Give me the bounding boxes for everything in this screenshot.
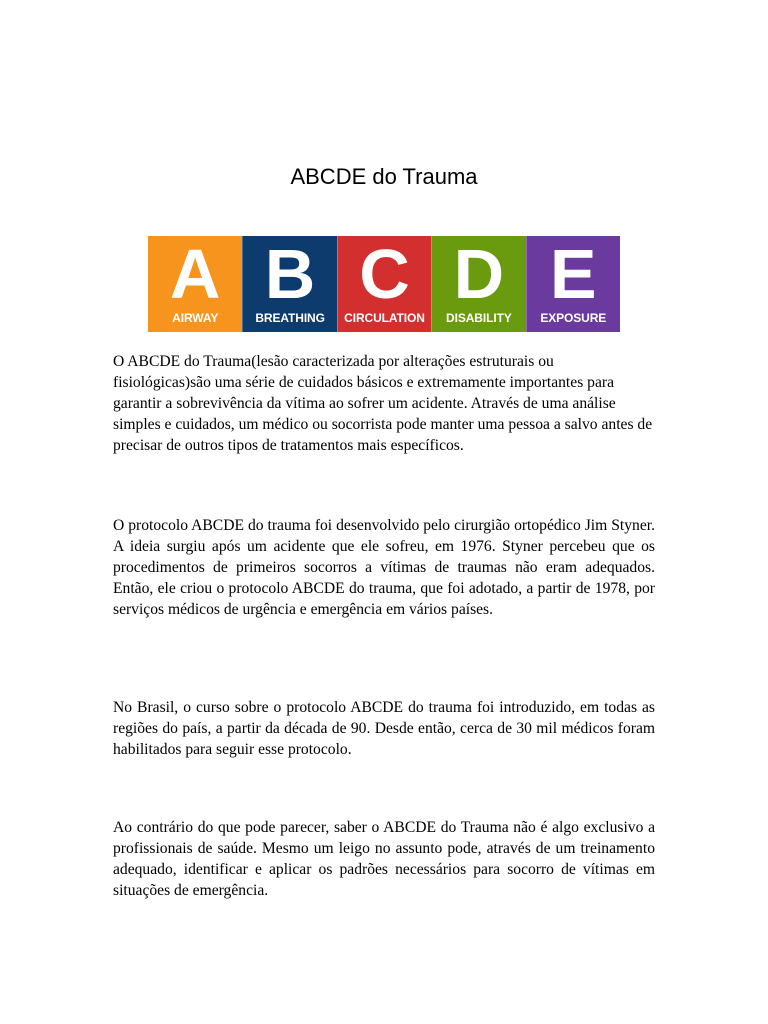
- tile-breathing: [242, 236, 336, 332]
- tile-circulation: [337, 236, 431, 332]
- tile-letter: E: [549, 235, 597, 313]
- paragraph-intro: O ABCDE do Trauma(lesão caracterizada por alterações estruturais ou fisiológicas)são uma série de cuidados básicos e extremamente importantes para garantir a sobrevivência da vítima ao sofrer um acidente. Através de uma análise simples e cuidados, um médico ou socorrista pode manter uma pessoa a salvo antes de precisar de outros tipos de tratamentos mais específicos.: [113, 353, 653, 454]
- paragraph-laypeople: Ao contrário do que pode parecer, saber o ABCDE do Trauma não é algo exclusivo a profissionais de saúde. Mesmo um leigo no assunto pode, através de um treinamento adequado, identificar e aplicar os padrões necessários para socorro de vítimas em situações de emergência.: [113, 819, 655, 899]
- tile-disability: [431, 236, 525, 332]
- paragraph-brazil: No Brasil, o curso sobre o protocolo ABCDE do trauma foi introduzido, em todas as regiões do país, a partir da década de 90. Desde então, cerca de 30 mil médicos foram habilitados para seguir esse protocolo.: [113, 699, 655, 758]
- paragraph-history: O protocolo ABCDE do trauma foi desenvolvido pelo cirurgião ortopédico Jim Styner. A ideia surgiu após um acidente que ele sofreu, em 1976. Styner percebeu que os procedimentos de primeiros socorros a vítimas de traumas não eram adequados. Então, ele criou o protocolo ABCDE do trauma, que foi adotado, a partir de 1978, por serviços médicos de urgência e emergência em vários países.: [113, 517, 655, 618]
- tile-letter: C: [359, 235, 410, 313]
- tile-letter: B: [264, 235, 316, 313]
- tile-letter: D: [453, 235, 505, 313]
- tile-label: DISABILITY: [446, 311, 512, 325]
- tile-label: CIRCULATION: [344, 311, 425, 325]
- tile-label: AIRWAY: [172, 311, 219, 325]
- tile-letter: A: [169, 235, 221, 313]
- tile-label: EXPOSURE: [540, 311, 607, 325]
- tile-label: BREATHING: [255, 311, 325, 325]
- tile-airway: [148, 236, 242, 332]
- document-title: ABCDE do Trauma: [290, 164, 478, 189]
- abcde-banner: [148, 236, 620, 332]
- tile-exposure: [526, 236, 620, 332]
